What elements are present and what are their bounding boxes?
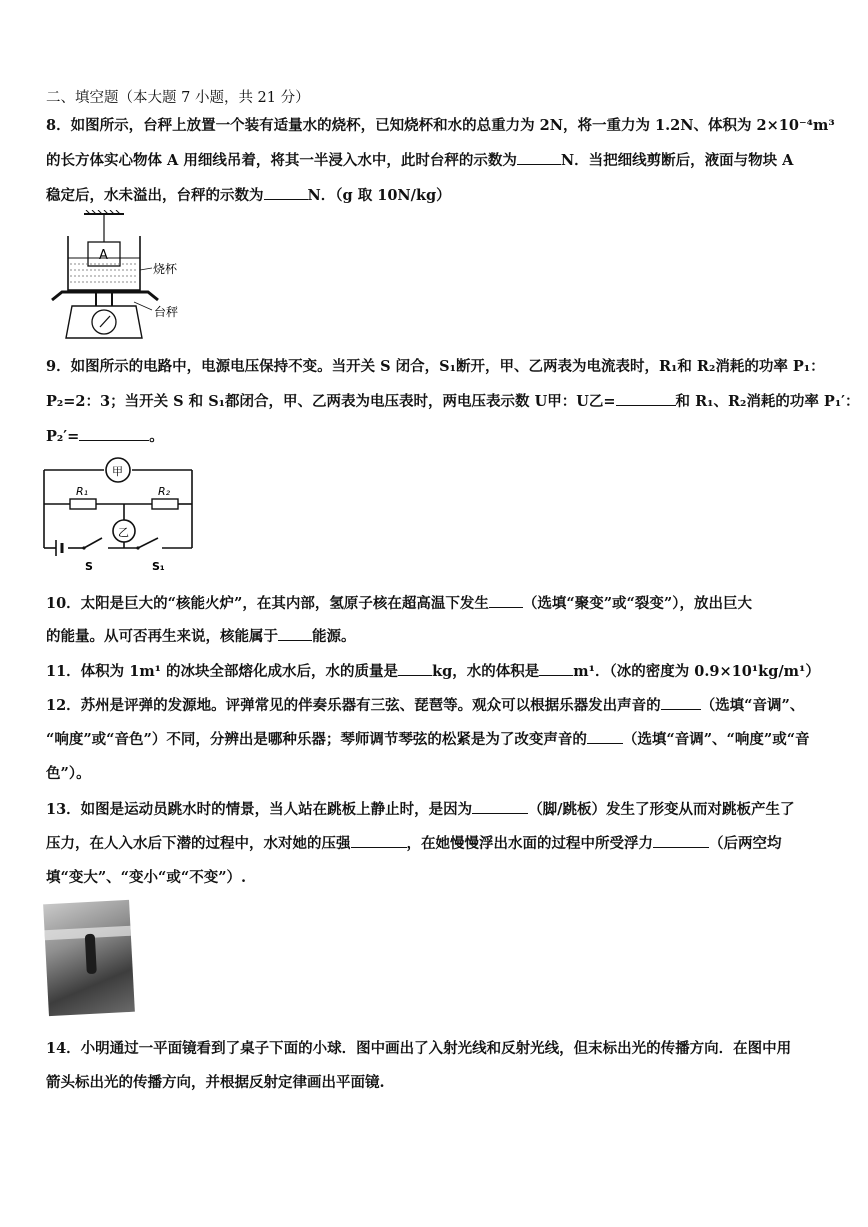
q9-resistor-r2	[152, 499, 178, 509]
q9-meter-yi-label: 乙	[118, 526, 129, 539]
q9-s1-label: S₁	[152, 560, 165, 573]
q8-scale-pan	[52, 292, 158, 300]
q11-line1-text-c: m¹．（冰的密度为 0.9×10¹kg/m¹）	[573, 663, 820, 680]
q13-line1	[46, 798, 794, 819]
q8-line2	[46, 149, 793, 170]
q9-resistor-r1	[70, 499, 96, 509]
q9-line3	[46, 425, 164, 446]
q11-line1-text-a: 11．体积为 1m¹ 的冰块全部熔化成水后，水的质量是	[46, 663, 399, 680]
q9-line3-text-b: 。	[149, 428, 164, 445]
q8-block-label: A	[99, 248, 108, 263]
section-title: 二、填空题（本大题 7 小题，共 21 分）	[46, 90, 310, 106]
q9-blank-1[interactable]	[616, 393, 676, 406]
q11-blank-1[interactable]	[398, 663, 432, 676]
q9-meter-jia-label: 甲	[112, 465, 123, 478]
q8-scale-label: 台秤	[154, 305, 179, 319]
q13-line1-text-a: 13．如图是运动员跳水时的情景，当人站在跳板上静止时，是因为	[46, 801, 473, 818]
q10-blank-2[interactable]	[278, 628, 312, 641]
q10-line1-text-a: 10．太阳是巨大的“核能火炉”，在其内部，氢原子核在超高温下发生	[46, 595, 489, 612]
q9-s-label: S	[85, 560, 93, 573]
q8-figure	[48, 210, 208, 342]
q8-line3-text-b: N．（g 取 10N/kg）	[307, 187, 451, 204]
q12-blank-2[interactable]	[587, 731, 623, 744]
q9-r2-label: R₂	[158, 485, 171, 498]
q10-line2-text-b: 能源。	[312, 628, 356, 645]
q13-line2-text-a: 压力，在人入水后下潜的过程中，水对她的压强	[46, 835, 351, 852]
q9-circuit	[38, 456, 198, 576]
q10-line1-text-b: （选填“聚变”或“裂变”），放出巨大	[522, 595, 752, 612]
q13-line2-text-c: （后两空均	[709, 835, 782, 852]
q9-line2-text-a: P₂=2：3；当开关 S 和 S₁都闭合，甲、乙两表为电压表时，两电压表示数 U甲：U乙=	[46, 393, 616, 410]
q10-line2	[46, 625, 356, 646]
q8-blank-2[interactable]	[264, 187, 308, 200]
q8-line2-text-b: N．当把细线剪断后，液面与物块 A	[560, 152, 794, 169]
q12-line2-text-a: “响度”或“音色”）不同，分辨出是哪种乐器；琴师调节琴弦的松紧是为了改变声音的	[46, 731, 587, 748]
q12-line1-text-b: （选填“音调”、	[700, 697, 805, 714]
q11-line1	[46, 660, 820, 681]
q8-blank-1[interactable]	[517, 152, 561, 165]
q8-line2-text-a: 的长方体实心物体 A 用细线吊着，将其一半浸入水中，此时台秤的示数为	[46, 152, 517, 169]
q13-blank-1[interactable]	[472, 801, 528, 814]
q11-line1-text-b: kg，水的体积是	[432, 663, 540, 680]
q13-blank-3[interactable]	[653, 835, 709, 848]
q12-line1-text-a: 12．苏州是评弹的发源地。评弹常见的伴奏乐器有三弦、琵琶等。观众可以根据乐器发出声音的	[46, 697, 661, 714]
q9-line2-text-b: 和 R₁、R₂消耗的功率 P₁′：	[675, 393, 860, 410]
q9-r1-label: R₁	[76, 485, 89, 498]
q10-blank-1[interactable]	[489, 595, 523, 608]
q12-line1	[46, 694, 804, 715]
q14-line1: 14．小明通过一平面镜看到了桌子下面的小球．图中画出了入射光线和反射光线，但末标出光的传播方向．在图中用	[46, 1040, 792, 1057]
q8-beaker-label: 烧杯	[153, 262, 178, 276]
q9-line3-text-a: P₂′=	[46, 428, 80, 445]
q12-line2	[46, 728, 810, 749]
q10-line2-text-a: 的能量。从可否再生来说，核能属于	[46, 628, 278, 645]
q12-line2-text-b: （选填“音调”、“响度”或“音	[622, 731, 810, 748]
q13-blank-2[interactable]	[351, 835, 407, 848]
q8-line3-text-a: 稳定后，水未溢出，台秤的示数为	[46, 187, 264, 204]
q9-switch-s1	[138, 538, 158, 548]
q13-line3: 填“变大”、“变小“或“不变”）.	[46, 869, 247, 886]
q8-line1: 8．如图所示，台秤上放置一个装有适量水的烧杯，已知烧杯和水的总重力为 2N，将一重力为 1.2N、体积为 2×10⁻⁴m³	[46, 117, 835, 134]
q13-diver	[85, 934, 97, 974]
q13-diver-photo	[43, 900, 135, 1016]
q14-line2: 箭头标出光的传播方向，并根据反射定律画出平面镜.	[46, 1074, 385, 1091]
q13-line2	[46, 832, 782, 853]
q9-line1: 9．如图所示的电路中，电源电压保持不变。当开关 S 闭合，S₁断开，甲、乙两表为电流表时，R₁和 R₂消耗的功率 P₁：	[46, 358, 825, 375]
q9-blank-2[interactable]	[79, 428, 149, 441]
q11-blank-2[interactable]	[539, 663, 573, 676]
q13-line1-text-b: （脚/跳板）发生了形变从而对跳板产生了	[528, 801, 795, 818]
q9-line2	[46, 390, 860, 411]
q10-line1	[46, 592, 752, 613]
q12-line3: 色”）。	[46, 765, 91, 782]
q12-blank-1[interactable]	[661, 697, 701, 710]
q13-line2-text-b: ，在她慢慢浮出水面的过程中所受浮力	[406, 835, 653, 852]
q9-switch-s	[84, 538, 102, 548]
q8-line3	[46, 184, 451, 205]
